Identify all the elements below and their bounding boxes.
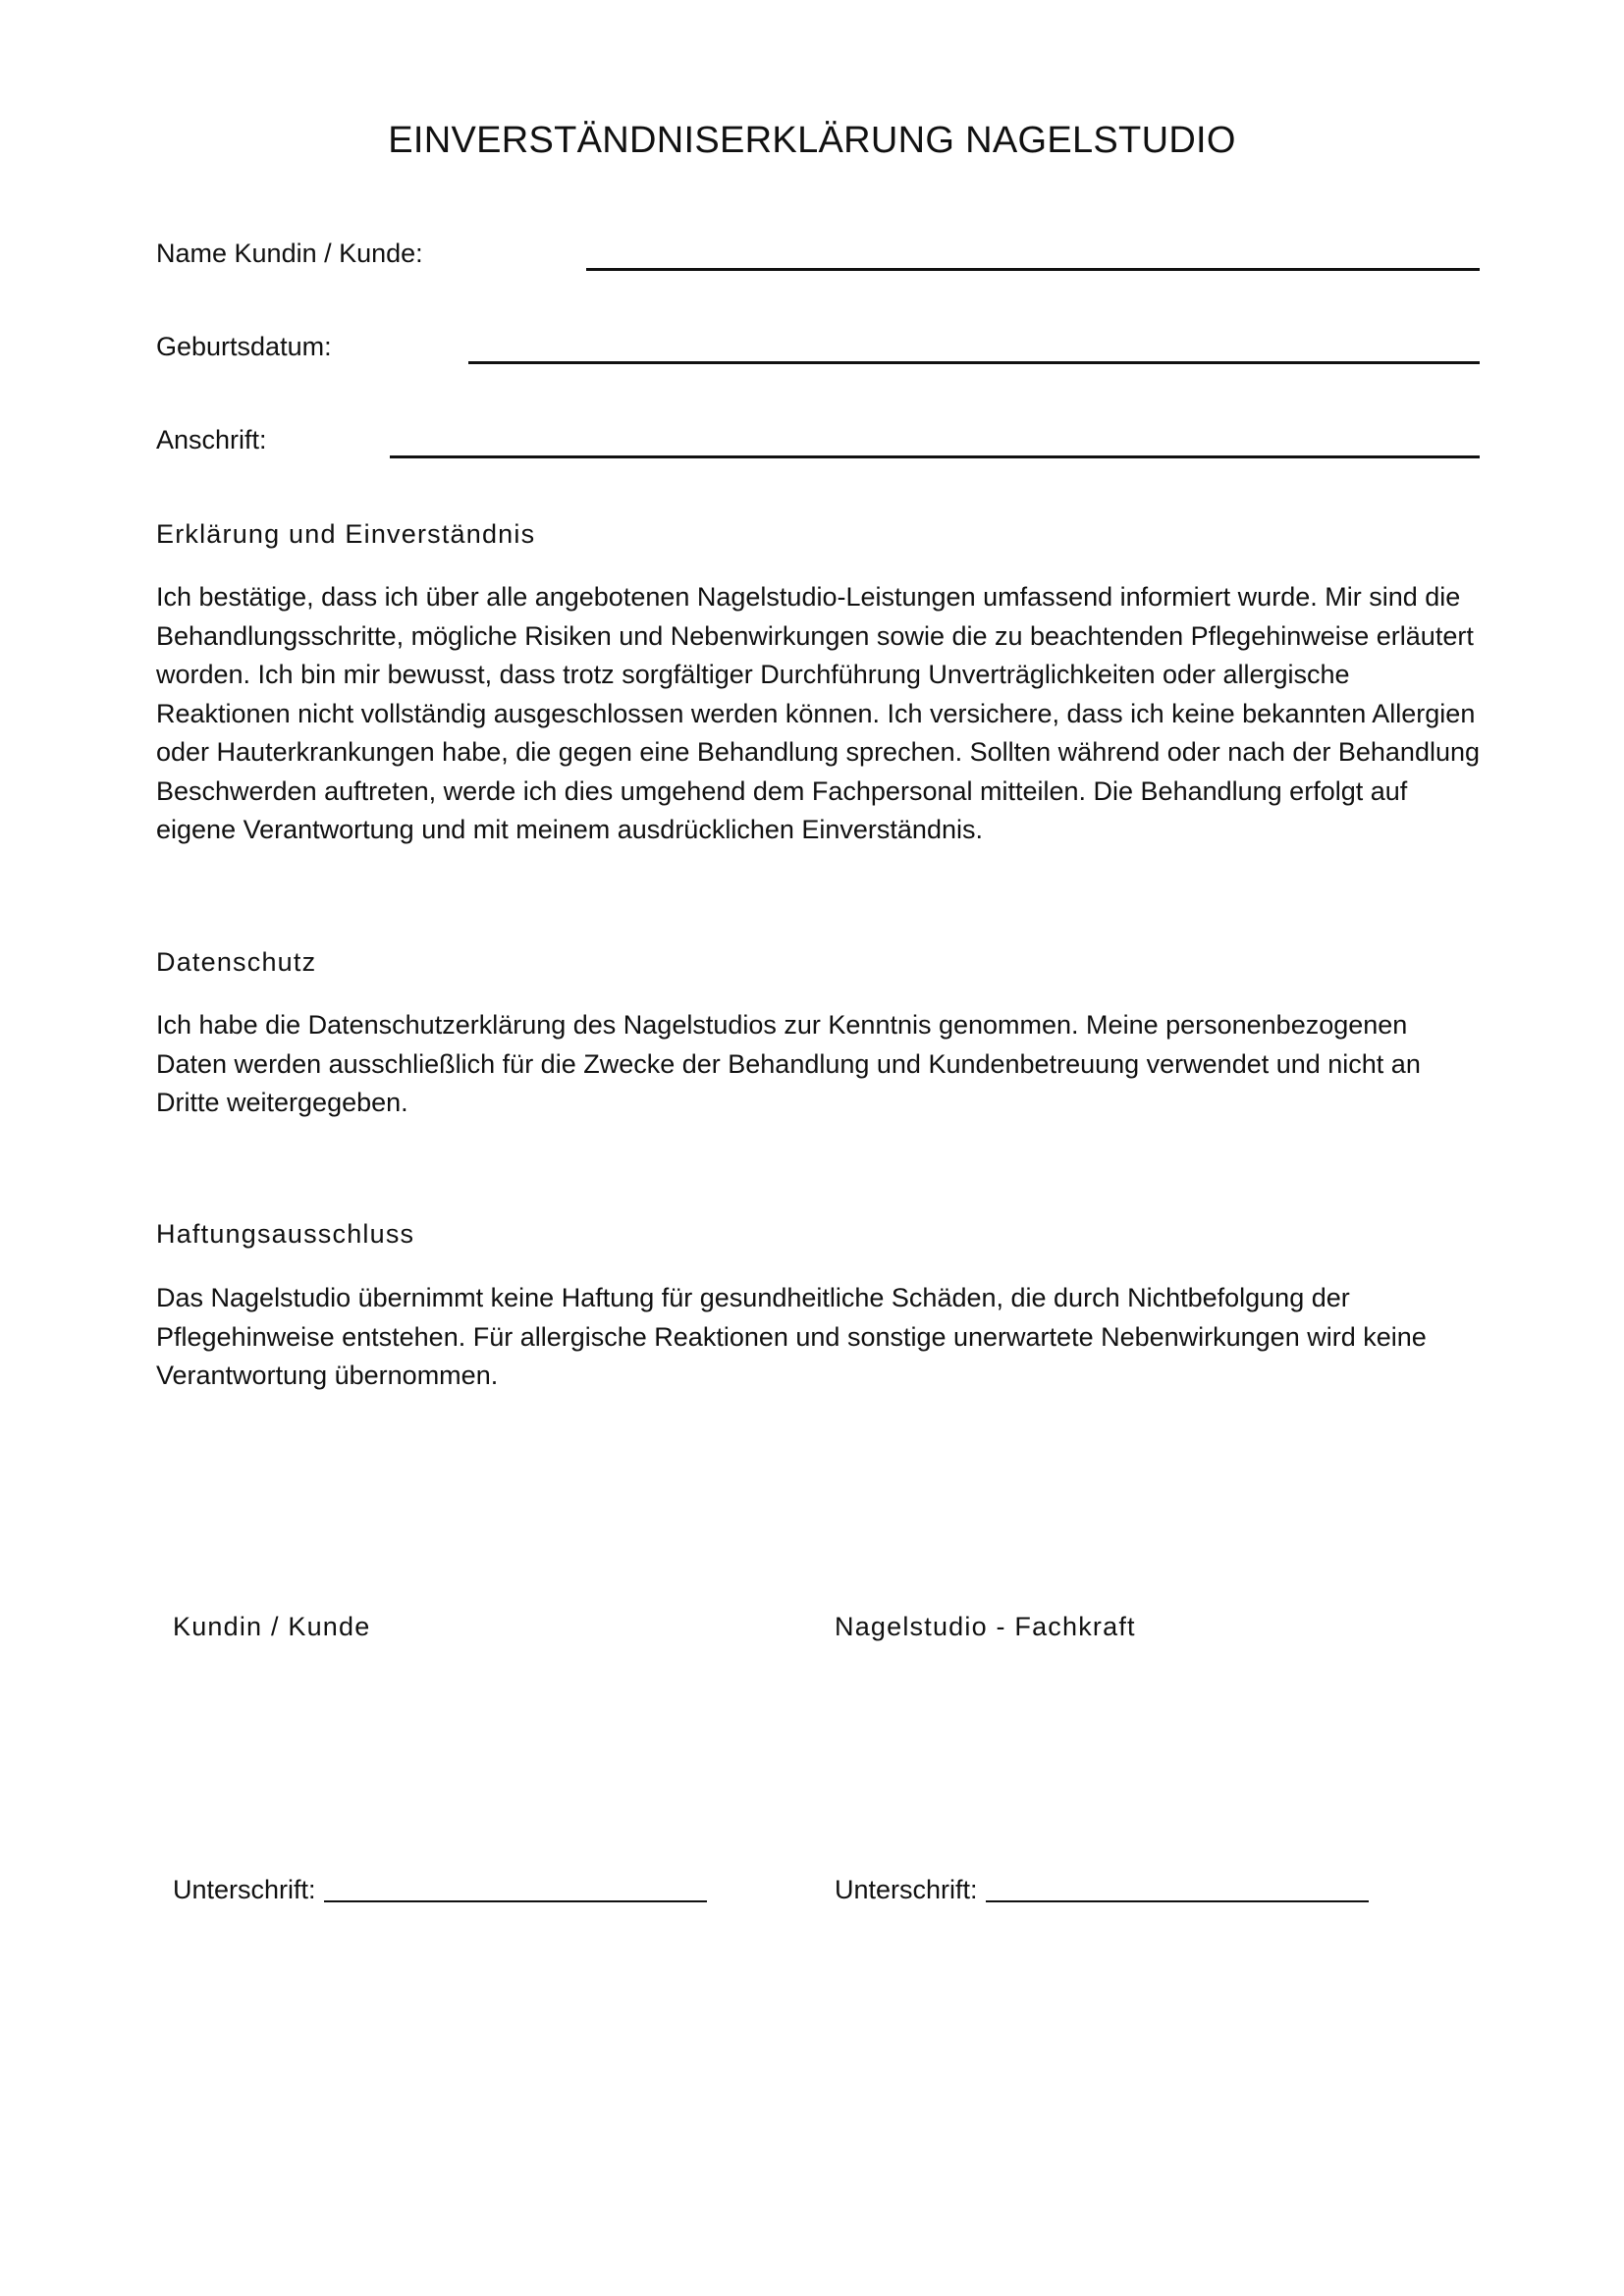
signature-party-customer: Kundin / Kunde bbox=[173, 1612, 371, 1641]
address-field[interactable] bbox=[390, 455, 1480, 458]
section-body-privacy: Ich habe die Datenschutzerklärung des Nagelstudios zur Kenntnis genommen. Meine personenbezogenen Daten werden ausschließlich für die Zwecke der Behandlung und Kundenbetreuung verwendet und nicht an Dritte weitergegeben. bbox=[156, 1010, 1421, 1117]
section-heading-privacy: Datenschutz bbox=[156, 947, 317, 977]
field-label-birthdate: Geburtsdatum: bbox=[156, 332, 332, 361]
signature-row-technician bbox=[835, 1875, 1369, 1905]
signature-party-technician: Nagelstudio - Fachkraft bbox=[835, 1612, 1136, 1641]
section-heading-liability: Haftungsausschluss bbox=[156, 1219, 415, 1249]
signature-label-technician: Unterschrift: bbox=[835, 1875, 978, 1904]
signature-line-customer[interactable] bbox=[324, 1900, 707, 1902]
signature-line-technician[interactable] bbox=[986, 1900, 1369, 1902]
document-title: EINVERSTÄNDNISERKLÄRUNG NAGELSTUDIO bbox=[388, 120, 1236, 161]
name-field[interactable] bbox=[586, 268, 1480, 271]
signature-row-customer bbox=[173, 1875, 707, 1905]
field-label-name: Name Kundin / Kunde: bbox=[156, 239, 423, 268]
section-heading-consent: Erklärung und Einverständnis bbox=[156, 519, 536, 549]
birthdate-field[interactable] bbox=[468, 361, 1480, 364]
section-body-liability: Das Nagelstudio übernimmt keine Haftung für gesundheitliche Schäden, die durch Nichtbefolgung der Pflegehinweise entstehen. Für allergische Reaktionen und sonstige unerwartete Nebenwirkungen wird keine Verantwortung übernommen. bbox=[156, 1283, 1427, 1390]
section-body-consent: Ich bestätige, dass ich über alle angebotenen Nagelstudio-Leistungen umfassend informiert wurde. Mir sind die Behandlungsschritte, mögliche Risiken und Nebenwirkungen sowie die zu beachtenden Pflegehinweise erläutert worden. Ich bin mir bewusst, dass trotz sorgfältiger Durchführung Unverträglichkeiten oder allergische Reaktionen nicht vollständig ausgeschlossen werden können. Ich versichere, dass ich keine bekannten Allergien oder Hauterkrankungen habe, die gegen eine Behandlung sprechen. Sollten während oder nach der Behandlung Beschwerden auftreten, werde ich dies umgehend dem Fachpersonal mitteilen. Die Behandlung erfolgt auf eigene Verantwortung und mit meinem ausdrücklichen Einverständnis. bbox=[156, 582, 1481, 844]
field-label-address: Anschrift: bbox=[156, 425, 267, 454]
signature-label-customer: Unterschrift: bbox=[173, 1875, 316, 1904]
